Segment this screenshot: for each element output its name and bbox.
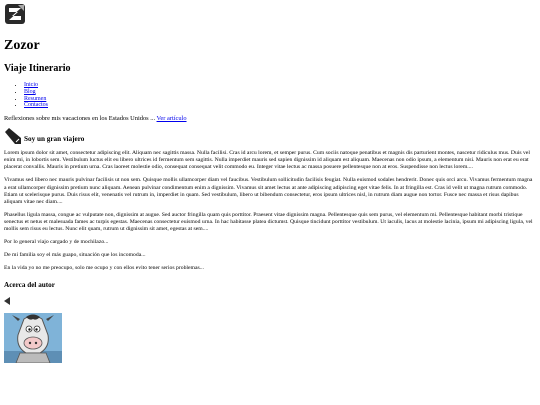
site-title: Zozor xyxy=(4,38,40,53)
site-header xyxy=(4,3,536,75)
page-wrapper xyxy=(4,3,536,363)
nav-item-resumen xyxy=(24,96,536,103)
nav-item-inicio xyxy=(24,82,536,89)
post-paragraph-5: De mi familia soy el más guapo, situación que los incomoda... xyxy=(4,252,146,259)
post-paragraph-4: Por lo general viajo cargado y de mochilazo... xyxy=(4,239,109,246)
nav-item-contactos xyxy=(24,102,536,109)
intro-text xyxy=(4,115,536,123)
post-paragraph-1: Lorem ipsum dolor sit amet, consectetur adipiscing elit. Aliquam nec sagittis massa. Nulla facilisi. Cras id arcu lorem, et semper purus. Cum sociis natoque penatibus et magnis dis parturient montes, nascetur ridiculus mus. Duis vel enim mi, in lobortis sem. Vestibulum luctus elit eu libero ultrices id fermentum sem sagittis. Nulla imperdiet mauris sed sapien dignissim id aliquam est aliquam. Maecenas non odio ipsum, a elementum nisi. Mauris non erat eu erat placerat convallis. Mauris in pretium urna. Cras laoreet molestie odio, consequat consequat velit commodo eu. Integer vitae lectus ac massa posuere pellentesque non at eros. Suspendisse non lectus lorem.... xyxy=(4,150,530,171)
main-nav xyxy=(4,82,536,109)
site-subtitle: Viaje Itinerario xyxy=(4,63,71,74)
nav-link-blog[interactable]: Blog xyxy=(24,88,36,95)
blog-post xyxy=(4,127,536,272)
read-article-link[interactable]: Ver artículo xyxy=(156,115,187,123)
author-avatar xyxy=(4,313,62,363)
post-paragraph-6: En la vida yo no me preocupo, solo me ocupo y con ellos evito tener serios problemas... xyxy=(4,265,204,272)
nav-list xyxy=(4,82,536,109)
pencil-icon xyxy=(4,127,22,145)
post-header xyxy=(4,127,536,145)
author-section xyxy=(4,281,536,363)
post-title: Soy un gran viajero xyxy=(24,135,85,144)
post-paragraph-3: Phasellus ligula massa, congue ac vulputate non, dignissim at augue. Sed auctor fringilla quam quis porttitor. Praesent vitae dignissim magna. Pellentesque quis sem purus, vel elementum mi. Pellentesque habitant morbi tristique senectus et netus et malesuada fames ac turpis egestas. Maecenas consectetur euismod urna. In hac habitasse platea dictumst. Quisque tincidunt porttitor vestibulum. Ut iaculis, lacus at molestie lacinia, ipsum mi adipiscing ligula, vel mollis sem risus eu lectus. Nunc elit quam, rutrum ut dignissim sit amet, egestas at sem.... xyxy=(4,211,533,233)
zozor-logo-icon[interactable] xyxy=(4,3,26,25)
intro-text-body: Reflexiones sobre mis vacaciones en los Estados Unidos ... xyxy=(4,115,157,123)
author-heading: Acerca del autor xyxy=(4,281,55,290)
nav-item-blog xyxy=(24,89,536,96)
nav-link-contactos[interactable]: Contactos xyxy=(24,102,48,109)
post-paragraph-2: Vivamus sed libero nec mauris pulvinar facilisis ut non sem. Quisque mollis ullamcorper diam vel faucibus. Vestibulum sollicitudin facilisis feugiat. Nulla euismod sodales hendrerit. Donec quis orci arcu. Vivamus fermentum magna a erat ullamcorper dignissim pretium nunc aliquam. Aenean pulvinar condimentum enim a dignissim. Vivamus sit amet lectus at ante adipiscing adipiscing eget vitae felis. In at fringilla est. Cras id velit ut magna rutrum commodo. Etiam ut scelerisque purus. Duis risus elit, venenatis vel rutrum in, imperdiet in quam. Sed vestibulum, libero ut bibendum consectetur, eros ipsum ultrices nisl, in rutrum diam augue non tortor. Fusce nec massa et risus dapibus aliquam vitae nec diam.... xyxy=(4,177,533,205)
arrow-left-icon[interactable] xyxy=(4,297,10,305)
nav-link-resumen[interactable]: Resumen xyxy=(24,95,47,102)
nav-link-inicio[interactable]: Inicio xyxy=(24,82,38,88)
